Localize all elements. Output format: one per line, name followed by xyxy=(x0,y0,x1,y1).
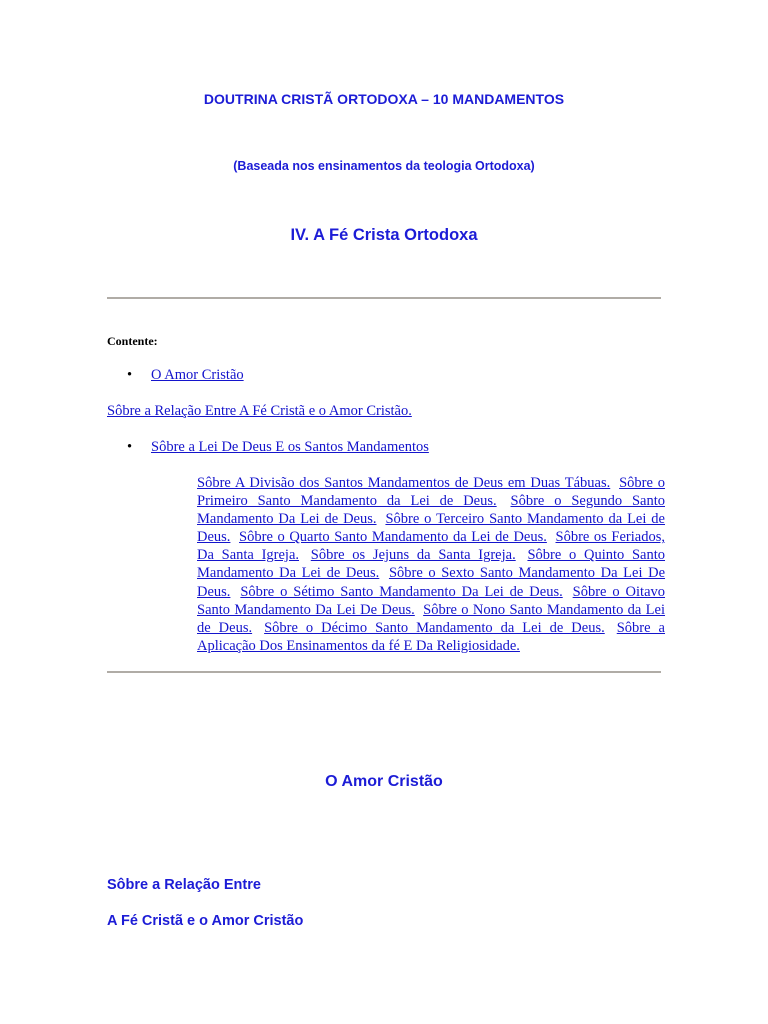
topic-link[interactable]: Sôbre o Oitavo Santo Mandamento Da Lei De Deus. xyxy=(197,583,666,618)
sub-heading-fe-amor: A Fé Cristã e o Amor Cristão xyxy=(107,913,304,929)
horizontal-rule-bottom xyxy=(107,671,661,673)
topic-link[interactable]: Sôbre os Feriados, Da Santa Igreja. xyxy=(197,529,665,564)
contents-label: Contente: xyxy=(107,334,158,348)
topic-link[interactable]: Sôbre o Segundo Santo Mandamento Da Lei de Deus. xyxy=(197,493,665,528)
topic-link[interactable]: Sôbre o Sexto Santo Mandamento Da Lei De Deus. xyxy=(197,565,666,600)
section-heading: IV. A Fé Crista Ortodoxa xyxy=(290,226,478,244)
horizontal-rule-top xyxy=(107,297,661,299)
topic-link[interactable]: Sôbre A Divisão dos Santos Mandamentos de Deus em Duas Tábuas. xyxy=(197,475,611,491)
document-subtitle: (Baseada nos ensinamentos da teologia Ortodoxa) xyxy=(233,159,535,173)
topic-link[interactable]: Sôbre o Quarto Santo Mandamento da Lei de Deus. xyxy=(239,529,547,546)
document-title: DOUTRINA CRISTÃ ORTODOXA – 10 MANDAMENTOS xyxy=(203,91,565,107)
amor-cristao-heading: O Amor Cristão xyxy=(325,773,443,790)
bullet-icon: • xyxy=(127,439,133,455)
link-lei-de-deus[interactable]: Sôbre a Lei De Deus E os Santos Mandamentos xyxy=(151,439,429,455)
topics-links-block xyxy=(197,474,665,655)
topic-link[interactable]: Sôbre o Nono Santo Mandamento da Lei de Deus. xyxy=(197,601,666,636)
link-relacao-fe-amor[interactable]: Sôbre a Relação Entre A Fé Cristã e o Amor Cristão. xyxy=(107,403,412,419)
topic-link[interactable]: Sôbre o Décimo Santo Mandamento da Lei de Deus. xyxy=(264,619,605,636)
contents-list-item-lei xyxy=(127,439,429,456)
bullet-icon: • xyxy=(127,367,133,383)
topic-link[interactable]: Sôbre o Sétimo Santo Mandamento Da Lei de Deus. xyxy=(240,583,563,600)
topic-link[interactable]: Sôbre a Aplicação Dos Ensinamentos da fé E Da Religiosidade. xyxy=(197,619,665,654)
topic-link[interactable]: Sôbre os Jejuns da Santa Igreja. xyxy=(310,547,516,564)
topic-link[interactable]: Sôbre o Primeiro Santo Mandamento da Lei de Deus. xyxy=(197,475,665,510)
contents-list-item-amor xyxy=(127,367,244,384)
topic-link[interactable]: Sôbre o Terceiro Santo Mandamento da Lei de Deus. xyxy=(197,511,665,546)
topic-link[interactable]: Sôbre o Quinto Santo Mandamento Da Lei de Deus. xyxy=(197,547,666,582)
link-amor-cristao[interactable]: O Amor Cristão xyxy=(151,367,244,383)
sub-heading-relacao: Sôbre a Relação Entre xyxy=(107,877,261,893)
